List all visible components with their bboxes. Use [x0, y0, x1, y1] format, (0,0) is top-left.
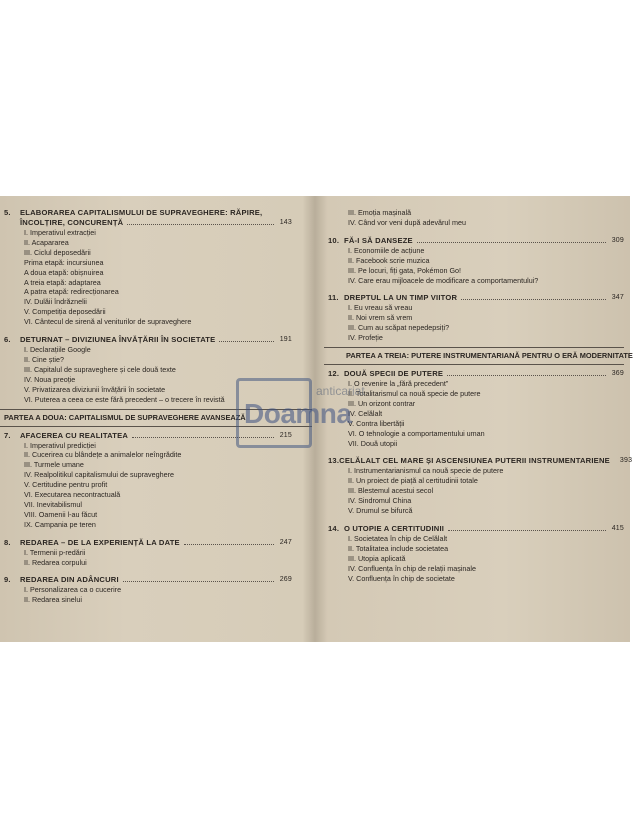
part-heading: PARTEA A TREIA: PUTERE INSTRUMENTARIANĂ PENTRU O ERĂ MODERNITATE	[324, 347, 624, 365]
subsection: II. Acapararea	[24, 237, 69, 247]
subsection: III. Turmele umane	[24, 460, 84, 470]
chapter-title: DREPTUL LA UN TIMP VIITOR	[344, 293, 458, 303]
subsection: II. Redarea sinelui	[24, 595, 82, 605]
chapter-title: REDAREA – DE LA EXPERIENȚĂ LA DATE	[20, 537, 180, 547]
subsection: VI. O tehnologie a comportamentului uman	[348, 428, 485, 438]
subsection: I. O revenire la „fără precedent”	[348, 379, 449, 389]
page-number: 369	[611, 370, 624, 378]
chapter-12	[324, 369, 624, 448]
chapter-9	[0, 575, 312, 605]
subsection: IV. Profeție	[348, 333, 383, 343]
subsection: III. Un orizont contrar	[348, 398, 416, 408]
subsection: IV. Sindromul China	[348, 496, 412, 506]
chapter-number: 5.	[4, 208, 11, 217]
subsection: V. Competiția deposedării	[24, 307, 106, 317]
subsection: VII. Inevitabilismul	[24, 499, 82, 509]
chapter-11	[324, 293, 624, 343]
chapter-number: 11.	[328, 293, 339, 303]
subsection: I. Economiile de acțiune	[348, 245, 425, 255]
chapter-title: REDAREA DIN ADÂNCURI	[20, 575, 119, 585]
chapter-title: AFACEREA CU REALITATEA	[20, 430, 129, 440]
chapter-number: 14.	[328, 523, 340, 533]
subsection: VI. Puterea a ceea ce este fără precedent – o trecere în revistă	[24, 394, 225, 404]
page-number: 215	[279, 431, 292, 439]
subsection: II. Cucerirea cu blândețe a animalelor neîngrădite	[24, 450, 182, 460]
subsection: IV. Când vor veni după adevărul meu	[348, 217, 467, 227]
subsection: A treia etapă: adaptarea	[24, 277, 101, 287]
subsection: Prima etapă: incursiunea	[24, 257, 104, 267]
chapter-title: DOUĂ SPECII DE PUTERE	[344, 369, 444, 379]
page-number: 247	[279, 538, 292, 546]
chapter-number: 12.	[328, 369, 340, 379]
subsection: III. Emoția mașinală	[348, 208, 412, 217]
chapter-number: 8.	[4, 537, 11, 547]
subsection: II. Totalitarismul ca nouă specie de putere	[348, 388, 481, 398]
chapter-title: DETURNAT – DIVIZIUNEA ÎNVĂȚĂRII ÎN SOCIETATE	[20, 335, 216, 345]
subsection: II. Noi vrem să vrem	[348, 313, 413, 323]
subsection: A patra etapă: redirecționarea	[24, 287, 119, 297]
page-number: 269	[279, 576, 292, 584]
subsection: III. Pe locuri, fiți gata, Pokémon Go!	[348, 265, 462, 275]
subsection: IV. Confluența în chip de relații mașinale	[348, 563, 476, 573]
chapter-number: 6.	[4, 335, 11, 345]
watermark-small-text: anticariat	[316, 384, 365, 398]
chapter-9-continued	[324, 208, 624, 228]
subsection: IV. Realpolitikul capitalismului de supraveghere	[24, 470, 174, 480]
subsection: V. Drumul se bifurcă	[348, 506, 413, 516]
chapter-14	[324, 524, 624, 584]
subsection: II. Totalitatea include societatea	[348, 543, 449, 553]
chapter-5	[0, 208, 312, 327]
chapter-title: CELĂLALT CEL MARE ȘI ASCENSIUNEA PUTERII INSTRUMENTARIENE	[339, 456, 610, 466]
subsection: A doua etapă: obișnuirea	[24, 267, 104, 277]
subsection: V. Confluența în chip de societate	[348, 573, 455, 583]
subsection: III. Ciclul deposedării	[24, 247, 91, 257]
book-spread	[0, 196, 633, 642]
chapter-number: 13.	[328, 456, 340, 466]
page-number: 309	[611, 236, 624, 244]
subsection: I. Termenii p-redării	[24, 547, 86, 557]
chapter-title: ELABORAREA CAPITALISMULUI DE SUPRAVEGHERE: RĂPIRE,	[20, 208, 263, 217]
page-number: 143	[279, 219, 292, 226]
left-page	[0, 208, 312, 605]
chapter-number: 7.	[4, 430, 11, 440]
chapter-title-cont: ÎNCOLȚIRE, CONCURENȚĂ	[20, 218, 124, 227]
page-number: 347	[611, 294, 624, 302]
subsection: I. Imperativul extracției	[24, 228, 96, 237]
subsection: V. Privatizarea diviziunii învățării în societate	[24, 384, 166, 394]
subsection: IV. Care erau mijloacele de modificare a comportamentului?	[348, 275, 539, 285]
page-number: 191	[279, 336, 292, 344]
subsection: II. Redarea corpului	[24, 557, 87, 567]
right-page	[324, 208, 633, 583]
subsection: IV. Celălalt	[348, 408, 383, 418]
subsection: V. Contra libertății	[348, 418, 405, 428]
watermark-big-text: Doamna	[244, 398, 352, 429]
subsection: II. Cine știe?	[24, 354, 64, 364]
subsection: I. Imperativul predicției	[24, 440, 96, 450]
chapter-8	[0, 538, 312, 568]
chapter-7	[0, 431, 312, 530]
chapter-title: FĂ-I SĂ DANSEZE	[344, 235, 413, 245]
chapter-6	[0, 335, 312, 404]
subsection: III. Blestemul acestui secol	[348, 486, 434, 496]
subsection: VI. Executarea necontractuală	[24, 490, 121, 500]
subsection: VI. Cântecul de sirenă al veniturilor de supraveghere	[24, 317, 192, 327]
subsection: IV. Noua preoție	[24, 374, 76, 384]
subsection: I. Societatea în chip de Celălalt	[348, 533, 448, 543]
subsection: III. Utopia aplicată	[348, 553, 406, 563]
subsection: IX. Campania pe teren	[24, 519, 96, 529]
subsection: II. Un proiect de piață al certitudinii totale	[348, 476, 478, 486]
subsection: II. Facebook scrie muzica	[348, 255, 430, 265]
subsection: V. Certitudine pentru profit	[24, 480, 108, 490]
chapter-number: 10.	[328, 235, 340, 245]
part-heading: PARTEA A DOUA: CAPITALISMUL DE SUPRAVEGHERE AVANSEAZĂ	[0, 409, 312, 427]
subsection: III. Capitalul de supraveghere și cele două texte	[24, 364, 176, 374]
subsection: I. Declarațiile Google	[24, 345, 91, 355]
chapter-title: O UTOPIE A CERTITUDINII	[344, 523, 445, 533]
subsection: VIII. Oamenii l-au făcut	[24, 509, 98, 519]
subsection: I. Eu vreau să vreau	[348, 303, 413, 313]
subsection: III. Cum au scăpat nepedepsiți?	[348, 323, 450, 333]
subsection: IV. Dulăii îndrăznelii	[24, 297, 87, 307]
subsection: I. Instrumentarianismul ca nouă specie de putere	[348, 466, 504, 476]
chapter-number: 9.	[4, 575, 11, 585]
chapter-10	[324, 236, 624, 286]
subsection: VII. Două utopii	[348, 438, 398, 448]
page-number: 415	[611, 524, 624, 532]
subsection: I. Personalizarea ca o cucerire	[24, 585, 122, 595]
page-number: 393	[619, 457, 633, 465]
chapter-13	[324, 456, 633, 516]
